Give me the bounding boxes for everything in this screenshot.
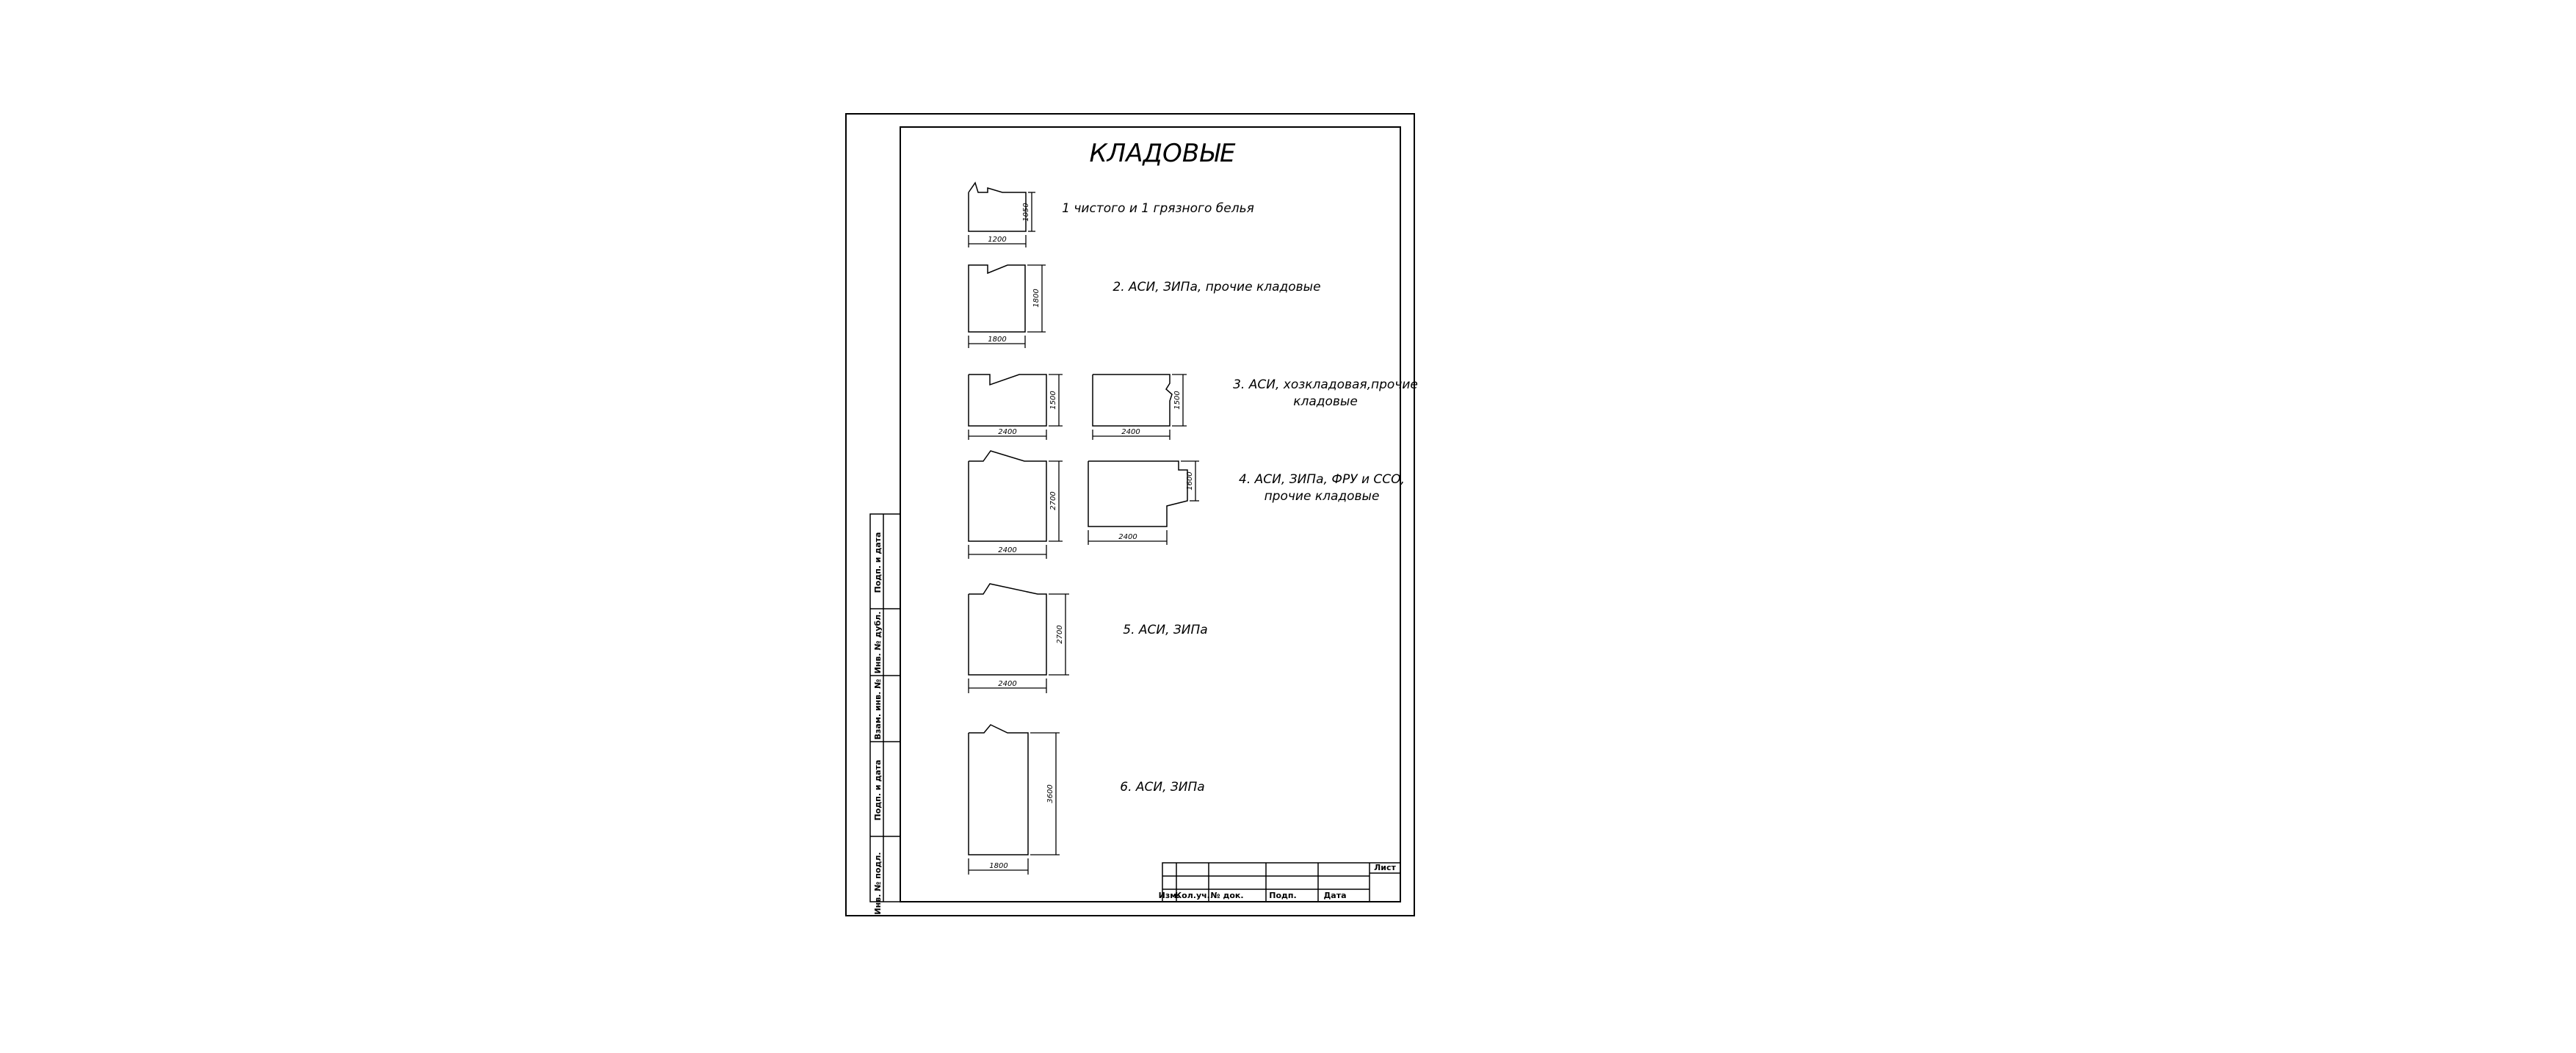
plan-2: [969, 265, 1046, 348]
plan-1: [969, 183, 1035, 247]
plan-5-height: 2700: [1056, 625, 1064, 644]
title-block-col-kol: Кол.уч.: [1175, 891, 1210, 900]
title-block-col-izm: Изм.: [1158, 891, 1180, 900]
label-1: 1 чистого и 1 грязного белья: [1062, 201, 1254, 216]
side-stamp-2: Подп. и дата: [873, 759, 883, 821]
sheet-title: КЛАДОВЫЕ: [1089, 139, 1236, 168]
plan-5-width: 2400: [998, 680, 1017, 688]
title-block-col-podp: Дата: [1323, 891, 1347, 900]
sheet-outer-frame: [846, 114, 1414, 916]
plan-1-width: 1200: [988, 236, 1007, 244]
plan-6-height: 3600: [1046, 784, 1054, 803]
title-block-col-list: № док.: [1210, 891, 1244, 900]
plan-4a-height: 2700: [1049, 491, 1057, 510]
side-stamp-3: Взам. инв. №: [873, 679, 883, 740]
side-stamp-5: Подп. и дата: [873, 532, 883, 593]
plan-2-height: 1800: [1032, 289, 1041, 308]
side-stamp-4: Инв. № дубл.: [873, 611, 883, 674]
plan-3a-height: 1500: [1049, 391, 1057, 410]
plan-1-height: 1050: [1022, 203, 1030, 222]
plan-3a: [969, 374, 1063, 440]
label-2: 2. АСИ, ЗИПа, прочие кладовые: [1112, 280, 1321, 294]
label-3-line2: кладовые: [1293, 394, 1358, 409]
label-5: 5. АСИ, ЗИПа: [1123, 623, 1208, 637]
plan-3a-width: 2400: [998, 428, 1017, 436]
plan-6: [969, 725, 1060, 875]
plan-4b-height: 1600: [1186, 471, 1194, 491]
plan-4a: [969, 451, 1063, 559]
plan-4b: [1088, 461, 1199, 545]
label-6: 6. АСИ, ЗИПа: [1120, 780, 1205, 795]
label-4-line2: прочие кладовые: [1264, 489, 1380, 504]
plan-4b-width: 2400: [1118, 533, 1137, 541]
title-block-col-doc: Подп.: [1269, 891, 1297, 900]
title-block: [1159, 863, 1400, 902]
label-3-line1: 3. АСИ, хозкладовая,прочие: [1233, 377, 1418, 392]
plan-3b-height: 1500: [1173, 391, 1182, 410]
plan-6-width: 1800: [989, 862, 1008, 870]
label-4-line1: 4. АСИ, ЗИПа, ФРУ и ССО,: [1239, 472, 1405, 487]
plan-2-width: 1800: [988, 336, 1007, 344]
plan-4a-width: 2400: [998, 546, 1017, 554]
side-stamp: [870, 514, 900, 915]
plan-3b-width: 2400: [1121, 428, 1140, 436]
side-stamp-1: Инв. № подл.: [873, 852, 883, 915]
plan-3b: [1093, 374, 1187, 440]
title-block-sheet-label: Лист: [1374, 863, 1396, 872]
plan-5: [969, 584, 1069, 693]
